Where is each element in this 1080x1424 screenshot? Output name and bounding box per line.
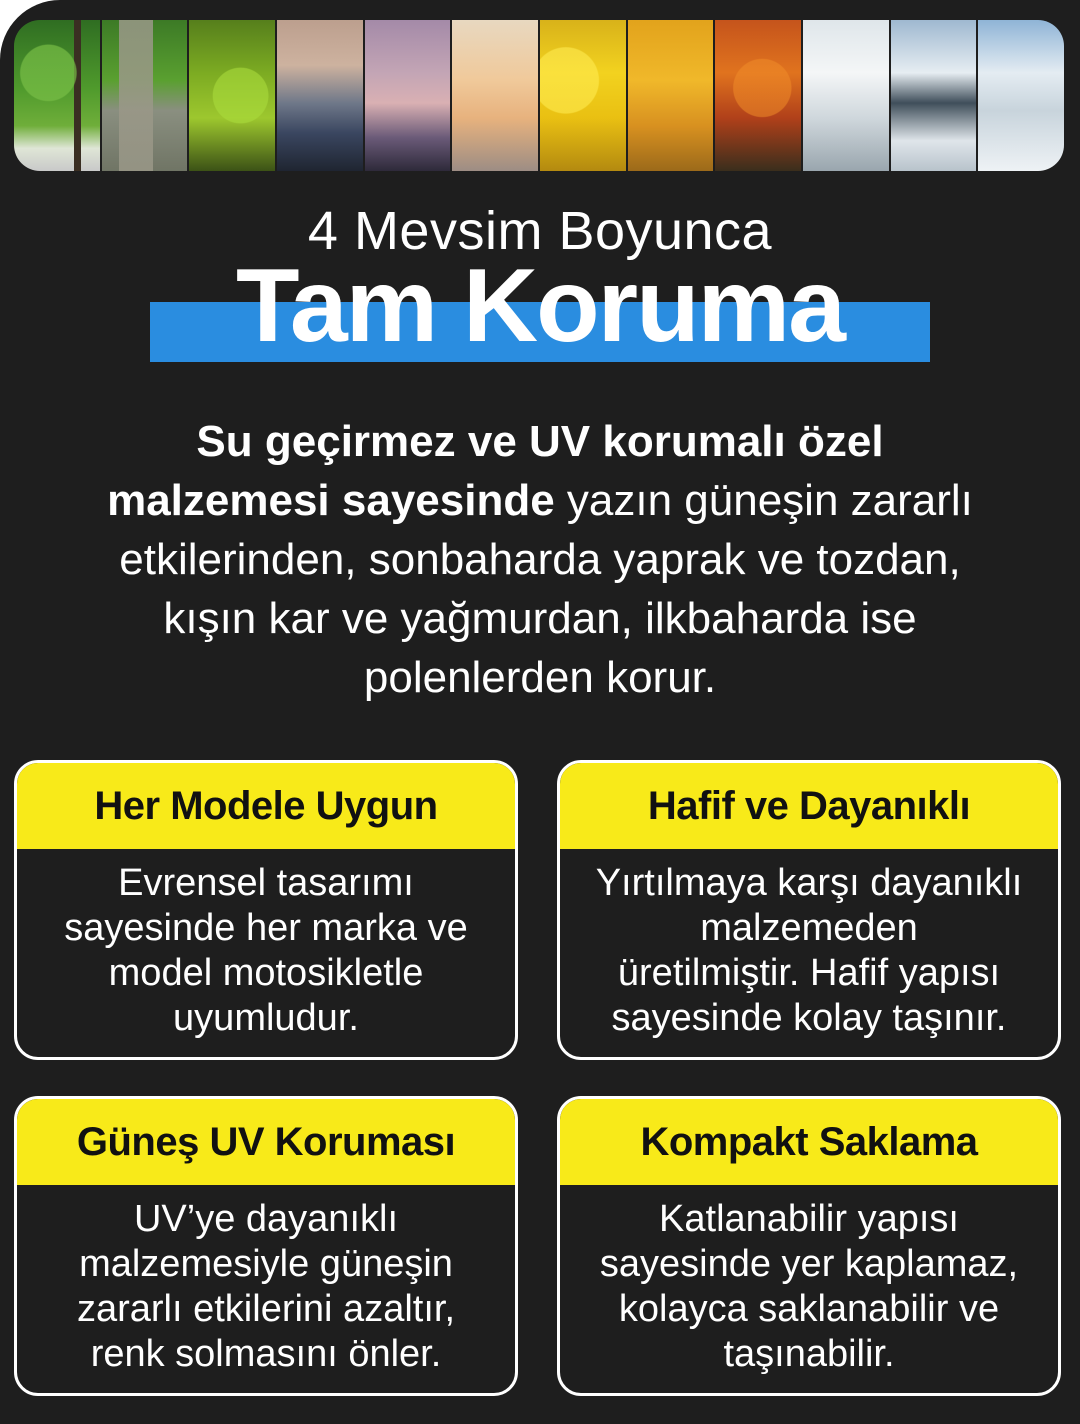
season-photo-summer-2	[102, 20, 188, 171]
feature-card-line: uyumludur.	[173, 997, 359, 1039]
feature-card-body	[560, 1185, 1058, 1377]
feature-card-compact-storage	[557, 1096, 1061, 1396]
description-text-3: etkilerinden, sonbaharda yaprak ve tozdan,	[119, 535, 961, 584]
feature-card-light-durable	[557, 760, 1061, 1060]
feature-card-line: malzemeden	[700, 907, 918, 949]
season-photo-autumn-1	[540, 20, 626, 171]
feature-card-title: Her Modele Uygun	[17, 763, 515, 849]
description-bold-1: Su geçirmez ve UV korumalı özel	[196, 417, 884, 466]
season-photo-summer-3	[189, 20, 275, 171]
seasons-photo-strip	[14, 20, 1064, 171]
feature-card-line: sayesinde kolay taşınır.	[611, 997, 1007, 1039]
feature-card-line: renk solmasını önler.	[90, 1333, 442, 1375]
season-photo-winter-3	[978, 20, 1064, 171]
description-text-2: yazın güneşin zararlı	[554, 476, 973, 525]
season-photo-winter-1	[803, 20, 889, 171]
season-photo-sky-3	[452, 20, 538, 171]
feature-card-line: Evrensel tasarımı	[118, 862, 414, 904]
feature-card-title: Güneş UV Koruması	[17, 1099, 515, 1185]
feature-card-line: zararlı etkilerini azaltır,	[76, 1288, 455, 1330]
season-photo-sky-1	[277, 20, 363, 171]
description-bold-2: malzemesi sayesinde	[107, 476, 555, 525]
feature-card-body	[560, 849, 1058, 1041]
description-text-4: kışın kar ve yağmurdan, ilkbaharda ise	[163, 594, 917, 643]
feature-card-title: Kompakt Saklama	[560, 1099, 1058, 1185]
feature-card-line: taşınabilir.	[723, 1333, 895, 1375]
description-text-5: polenlerden korur.	[363, 653, 717, 702]
feature-card-line: sayesinde yer kaplamaz,	[599, 1243, 1019, 1285]
feature-card-line: sayesinde her marka ve	[64, 907, 468, 949]
season-photo-sky-2	[365, 20, 451, 171]
feature-card-line: model motosikletle	[108, 952, 424, 994]
feature-card-line: üretilmiştir. Hafif yapısı	[617, 952, 1001, 994]
feature-card-line: Yırtılmaya karşı dayanıklı	[595, 862, 1023, 904]
headline-title: Tam Koruma	[236, 248, 844, 364]
season-photo-autumn-2	[628, 20, 714, 171]
season-photo-winter-2	[891, 20, 977, 171]
feature-card-uv-protection	[14, 1096, 518, 1396]
season-photo-summer-1	[14, 20, 100, 171]
feature-card-universal-fit	[14, 760, 518, 1060]
feature-card-title: Hafif ve Dayanıklı	[560, 763, 1058, 849]
feature-card-line: Katlanabilir yapısı	[659, 1198, 959, 1240]
headline-title-block	[150, 248, 930, 364]
headline-subtitle: 4 Mevsim Boyunca	[307, 201, 773, 261]
feature-card-body	[17, 849, 515, 1041]
feature-card-line: kolayca saklanabilir ve	[618, 1288, 1000, 1330]
feature-card-body	[17, 1185, 515, 1377]
feature-card-line: malzemesiyle güneşin	[79, 1243, 453, 1285]
season-photo-autumn-3	[715, 20, 801, 171]
description-paragraph	[30, 412, 1050, 707]
feature-card-line: UV’ye dayanıklı	[133, 1198, 398, 1240]
